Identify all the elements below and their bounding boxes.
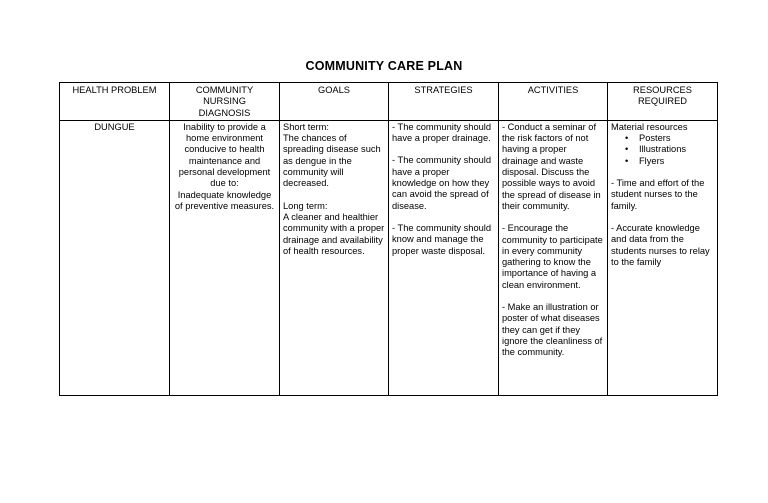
header-strategies: STRATEGIES: [389, 83, 499, 121]
list-item: • Posters: [611, 133, 714, 144]
table-header-row: [60, 83, 718, 121]
diagnosis-text: Inability to provide a home environment conducive to health maintenance and personal development due to:: [178, 121, 271, 189]
cell-activities: [499, 120, 608, 395]
strategy-item: - The community should know and manage the proper waste disposal.: [392, 222, 492, 256]
diagnosis-cause: Inadequate knowledge of preventive measures.: [174, 189, 275, 211]
strategy-item: - The community should have a proper drainage.: [392, 121, 492, 144]
long-term-label: Long term:: [283, 200, 328, 211]
short-term-text: The chances of spreading disease such as dengue in the community will decreased.: [283, 133, 381, 189]
activity-item: - Encourage the community to participate in every community gathering to know the importance of having a clean environment.: [502, 223, 603, 290]
cell-resources: [608, 120, 718, 395]
header-resources: RESOURCES REQUIRED: [608, 83, 718, 121]
activity-item: - Make an illustration or poster of what diseases they can get if they ignore the cleanliness of the community.: [502, 302, 603, 358]
header-diagnosis: COMMUNITY NURSING DIAGNOSIS: [170, 83, 280, 121]
list-item: • Flyers: [611, 156, 714, 167]
list-item: • Illustrations: [611, 144, 714, 155]
long-term-text: A cleaner and healthier community with a proper drainage and availability of health resources.: [283, 211, 385, 256]
header-goals: GOALS: [280, 83, 389, 121]
resource-item: - Accurate knowledge and data from the students nurses to relay to the family: [611, 222, 710, 267]
table-row: [60, 120, 718, 395]
page-title: COMMUNITY CARE PLAN: [305, 59, 463, 73]
cell-strategies: [389, 120, 499, 395]
materials-list: [611, 133, 714, 167]
header-health-problem: HEALTH PROBLEM: [60, 83, 170, 121]
header-activities: ACTIVITIES: [499, 83, 608, 121]
health-problem-text: DUNGUE: [94, 121, 135, 132]
care-plan-table: [59, 82, 718, 396]
cell-health-problem: [60, 120, 170, 395]
material-resources-label: Material resources: [611, 121, 688, 132]
activity-item: - Conduct a seminar of the risk factors of not having a proper drainage and waste disposal. Discuss the possible ways to avoid the spread of disease in their community.: [502, 121, 601, 211]
resource-item: - Time and effort of the student nurses to the family.: [611, 178, 705, 211]
strategy-item: - The community should have a proper knowledge on how they can avoid the spread of disease.: [392, 155, 492, 211]
short-term-label: Short term:: [283, 121, 329, 132]
cell-goals: [280, 120, 389, 395]
cell-diagnosis: [170, 120, 280, 395]
